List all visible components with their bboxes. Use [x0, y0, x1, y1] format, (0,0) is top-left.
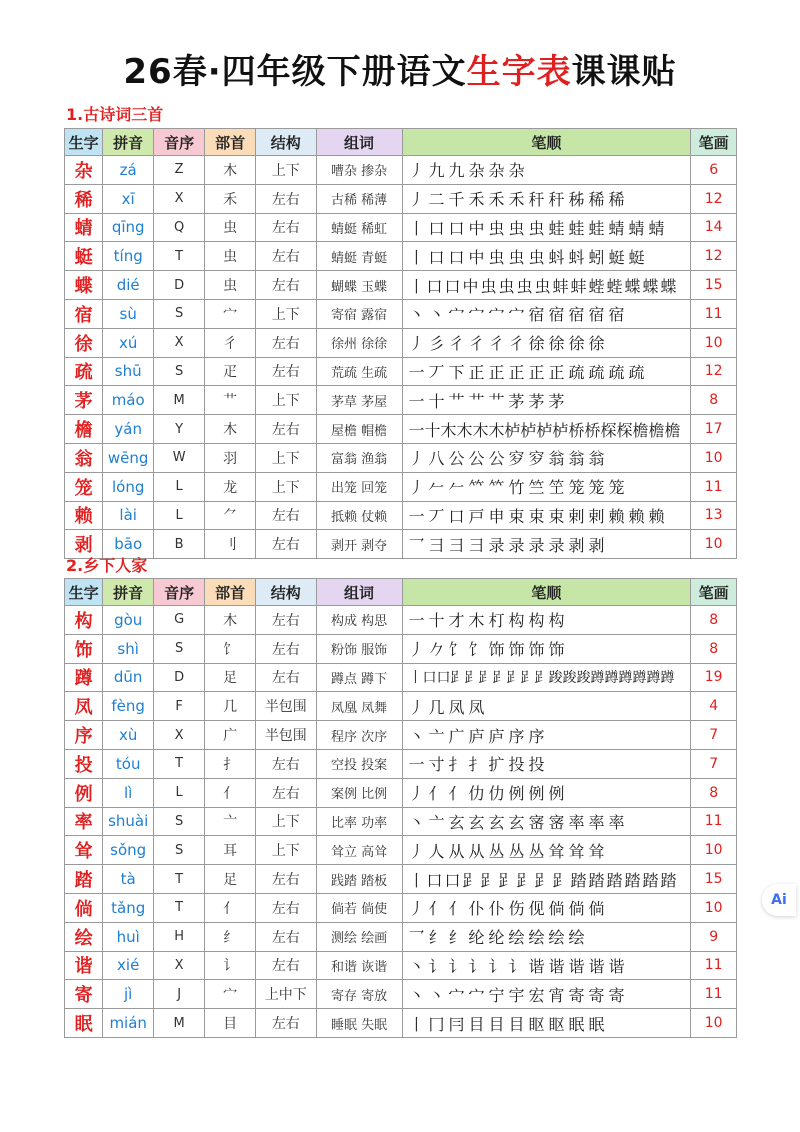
cell-zuci: 和谐 诙谐 — [316, 951, 402, 980]
cell-bishun: 丶亠玄玄玄玄宻宻率率率 — [402, 807, 691, 836]
cell-yinxu: X — [154, 328, 205, 357]
table-header-row — [65, 129, 737, 156]
cell-bishun: 丶亠广庐庐序序 — [402, 721, 691, 750]
cell-char: 投 — [65, 749, 103, 778]
cell-char: 饰 — [65, 634, 103, 663]
cell-bushou: 几 — [205, 692, 256, 721]
cell-bushou: 亻 — [205, 778, 256, 807]
cell-bihua: 12 — [691, 242, 737, 271]
cell-yinxu: X — [154, 721, 205, 750]
cell-yinxu: W — [154, 443, 205, 472]
cell-bihua: 10 — [691, 893, 737, 922]
cell-yinxu: J — [154, 980, 205, 1009]
cell-bushou: 禾 — [205, 184, 256, 213]
cell-pinyin: xù — [103, 721, 154, 750]
section-title-2: 2.乡下人家 — [66, 556, 148, 575]
cell-char: 倘 — [65, 893, 103, 922]
cell-bihua: 10 — [691, 1009, 737, 1038]
cell-bushou: 广 — [205, 721, 256, 750]
character-table-2 — [64, 578, 737, 1038]
cell-jiegou: 半包围 — [256, 721, 317, 750]
cell-char: 绘 — [65, 922, 103, 951]
cell-jiegou: 上下 — [256, 836, 317, 865]
cell-bishun: 丿𠂉𠂉𥫗𥫗竹竺笁笼笼笼 — [402, 472, 691, 501]
cell-yinxu: X — [154, 184, 205, 213]
cell-pinyin: zá — [103, 156, 154, 185]
cell-zuci: 测绘 绘画 — [316, 922, 402, 951]
cell-zuci: 剥开 剥夺 — [316, 530, 402, 559]
table-row — [65, 271, 737, 300]
title-part3: 课课贴 — [571, 52, 677, 92]
cell-jiegou: 左右 — [256, 184, 317, 213]
table-row — [65, 634, 737, 663]
cell-bishun: 丿人从从丛丛丛耸耸耸 — [402, 836, 691, 865]
cell-zuci: 寄存 寄放 — [316, 980, 402, 1009]
cell-jiegou: 左右 — [256, 778, 317, 807]
header-jiegou: 结构 — [256, 129, 317, 156]
table-row — [65, 213, 737, 242]
cell-bihua: 11 — [691, 472, 737, 501]
cell-bishun: 丶丶宀宀宀宀宿宿宿宿宿 — [402, 299, 691, 328]
cell-zuci: 蜻蜓 稀虹 — [316, 213, 402, 242]
title-part2: 生字表 — [466, 52, 572, 92]
cell-jiegou: 左右 — [256, 893, 317, 922]
cell-bushou: 虫 — [205, 271, 256, 300]
cell-bishun: 丨口口𧾷𧾷𧾷𧾷𧾷𧾷踏踏踏踏踏踏 — [402, 865, 691, 894]
cell-zuci: 程序 次序 — [316, 721, 402, 750]
cell-char: 笼 — [65, 472, 103, 501]
cell-bihua: 11 — [691, 299, 737, 328]
ai-assistant-button[interactable]: Ai — [762, 884, 796, 916]
cell-pinyin: dié — [103, 271, 154, 300]
cell-yinxu: G — [154, 606, 205, 635]
cell-bushou: 足 — [205, 865, 256, 894]
cell-pinyin: lóng — [103, 472, 154, 501]
cell-char: 序 — [65, 721, 103, 750]
header-zuci: 组词 — [316, 579, 402, 606]
cell-zuci: 古稀 稀薄 — [316, 184, 402, 213]
cell-bushou: 目 — [205, 1009, 256, 1038]
cell-bihua: 10 — [691, 443, 737, 472]
cell-jiegou: 左右 — [256, 530, 317, 559]
cell-pinyin: huì — [103, 922, 154, 951]
cell-bihua: 6 — [691, 156, 737, 185]
cell-char: 构 — [65, 606, 103, 635]
cell-yinxu: L — [154, 472, 205, 501]
cell-char: 茅 — [65, 386, 103, 415]
cell-pinyin: lì — [103, 778, 154, 807]
table-header-row — [65, 579, 737, 606]
cell-bishun: 丿彡彳彳彳彳徐徐徐徐 — [402, 328, 691, 357]
cell-yinxu: L — [154, 501, 205, 530]
cell-zuci: 空投 投案 — [316, 749, 402, 778]
cell-bushou: 疋 — [205, 357, 256, 386]
table-row — [65, 443, 737, 472]
cell-bishun: 丨口口中虫虫虫虫蚌蚌蜌蜌蝶蝶蝶 — [402, 271, 691, 300]
cell-char: 率 — [65, 807, 103, 836]
cell-yinxu: D — [154, 663, 205, 692]
cell-jiegou: 左右 — [256, 606, 317, 635]
table-row — [65, 357, 737, 386]
cell-bishun: 一十才木朾构构构 — [402, 606, 691, 635]
cell-jiegou: 上下 — [256, 807, 317, 836]
cell-pinyin: sù — [103, 299, 154, 328]
cell-char: 蹲 — [65, 663, 103, 692]
cell-jiegou: 上中下 — [256, 980, 317, 1009]
header-char: 生字 — [65, 579, 103, 606]
cell-bihua: 11 — [691, 951, 737, 980]
cell-zuci: 寄宿 露宿 — [316, 299, 402, 328]
cell-bihua: 13 — [691, 501, 737, 530]
cell-char: 眠 — [65, 1009, 103, 1038]
cell-jiegou: 左右 — [256, 922, 317, 951]
table-row — [65, 865, 737, 894]
cell-bushou: 扌 — [205, 749, 256, 778]
cell-pinyin: mián — [103, 1009, 154, 1038]
cell-bishun: 一十艹艹艹茅茅茅 — [402, 386, 691, 415]
cell-yinxu: H — [154, 922, 205, 951]
cell-bishun: 丶丶宀宀宁宇宏宵寄寄寄 — [402, 980, 691, 1009]
table-row — [65, 299, 737, 328]
cell-bishun: 一丆下正正正正正疏疏疏疏 — [402, 357, 691, 386]
cell-bushou: 足 — [205, 663, 256, 692]
cell-pinyin: gòu — [103, 606, 154, 635]
cell-pinyin: sǒng — [103, 836, 154, 865]
table-row — [65, 922, 737, 951]
cell-char: 踏 — [65, 865, 103, 894]
table-row — [65, 980, 737, 1009]
cell-zuci: 蜻蜓 青蜓 — [316, 242, 402, 271]
cell-zuci: 倘若 倘使 — [316, 893, 402, 922]
cell-bihua: 8 — [691, 634, 737, 663]
cell-bishun: 丨口口中虫虫虫蛙蛙蛙蜻蜻蜻 — [402, 213, 691, 242]
cell-char: 蝶 — [65, 271, 103, 300]
cell-yinxu: Y — [154, 415, 205, 444]
cell-pinyin: dūn — [103, 663, 154, 692]
table-row — [65, 530, 737, 559]
header-zuci: 组词 — [316, 129, 402, 156]
cell-pinyin: xú — [103, 328, 154, 357]
cell-bihua: 7 — [691, 749, 737, 778]
cell-zuci: 睡眠 失眠 — [316, 1009, 402, 1038]
cell-zuci: 粉饰 服饰 — [316, 634, 402, 663]
cell-bihua: 12 — [691, 357, 737, 386]
cell-pinyin: jì — [103, 980, 154, 1009]
cell-bihua: 4 — [691, 692, 737, 721]
cell-bihua: 10 — [691, 836, 737, 865]
cell-pinyin: shuài — [103, 807, 154, 836]
cell-zuci: 抵赖 仗赖 — [316, 501, 402, 530]
cell-yinxu: T — [154, 749, 205, 778]
cell-yinxu: S — [154, 299, 205, 328]
cell-zuci: 嘈杂 掺杂 — [316, 156, 402, 185]
table-row — [65, 501, 737, 530]
table-row — [65, 242, 737, 271]
cell-bihua: 7 — [691, 721, 737, 750]
header-jiegou: 结构 — [256, 579, 317, 606]
cell-bihua: 11 — [691, 980, 737, 1009]
cell-bushou: 耳 — [205, 836, 256, 865]
cell-char: 剥 — [65, 530, 103, 559]
cell-bishun: 乛纟纟纶纶绘绘绘绘 — [402, 922, 691, 951]
cell-bishun: 丿八公公公穸穸翁翁翁 — [402, 443, 691, 472]
cell-zuci: 蝴蝶 玉蝶 — [316, 271, 402, 300]
cell-char: 疏 — [65, 357, 103, 386]
cell-zuci: 践踏 踏板 — [316, 865, 402, 894]
header-char: 生字 — [65, 129, 103, 156]
cell-bishun: 丿𠂊饣饣饰饰饰饰 — [402, 634, 691, 663]
cell-zuci: 茅草 茅屋 — [316, 386, 402, 415]
cell-char: 蜓 — [65, 242, 103, 271]
cell-char: 蜻 — [65, 213, 103, 242]
cell-bishun: 丿几凤凤 — [402, 692, 691, 721]
cell-jiegou: 左右 — [256, 634, 317, 663]
cell-yinxu: Z — [154, 156, 205, 185]
cell-bushou: ⺈ — [205, 501, 256, 530]
cell-bihua: 11 — [691, 807, 737, 836]
cell-bishun: 丨口口𧾷𧾷𧾷𧾷𧾷𧾷𧾷踆踆踆蹲蹲蹲蹲蹲蹲 — [402, 663, 691, 692]
cell-zuci: 比率 功率 — [316, 807, 402, 836]
cell-zuci: 屋檐 帽檐 — [316, 415, 402, 444]
cell-yinxu: B — [154, 530, 205, 559]
cell-char: 寄 — [65, 980, 103, 1009]
character-table-1 — [64, 128, 737, 559]
table-row — [65, 951, 737, 980]
table-row — [65, 893, 737, 922]
header-bushou: 部首 — [205, 129, 256, 156]
cell-jiegou: 上下 — [256, 299, 317, 328]
cell-pinyin: xī — [103, 184, 154, 213]
page-title — [0, 44, 800, 93]
cell-char: 赖 — [65, 501, 103, 530]
cell-char: 宿 — [65, 299, 103, 328]
cell-char: 翁 — [65, 443, 103, 472]
cell-bihua: 8 — [691, 778, 737, 807]
cell-jiegou: 上下 — [256, 386, 317, 415]
cell-yinxu: T — [154, 242, 205, 271]
cell-jiegou: 半包围 — [256, 692, 317, 721]
cell-zuci: 出笼 回笼 — [316, 472, 402, 501]
cell-char: 杂 — [65, 156, 103, 185]
cell-jiegou: 上下 — [256, 443, 317, 472]
cell-bihua: 15 — [691, 271, 737, 300]
cell-bushou: 彳 — [205, 328, 256, 357]
cell-jiegou: 上下 — [256, 472, 317, 501]
cell-bishun: 丨口口中虫虫虫蚪蚪蚓蜓蜓 — [402, 242, 691, 271]
table-row — [65, 749, 737, 778]
cell-jiegou: 左右 — [256, 951, 317, 980]
cell-bushou: 木 — [205, 606, 256, 635]
cell-pinyin: fèng — [103, 692, 154, 721]
cell-zuci: 耸立 高耸 — [316, 836, 402, 865]
cell-zuci: 徐州 徐徐 — [316, 328, 402, 357]
cell-pinyin: tǎng — [103, 893, 154, 922]
cell-jiegou: 左右 — [256, 1009, 317, 1038]
cell-bushou: 讠 — [205, 951, 256, 980]
cell-bushou: 羽 — [205, 443, 256, 472]
cell-pinyin: xié — [103, 951, 154, 980]
header-bishun: 笔顺 — [402, 129, 691, 156]
cell-bishun: 丿九九杂杂杂 — [402, 156, 691, 185]
table-row — [65, 606, 737, 635]
cell-bishun: 丨冂冃目目目眍眍眠眠 — [402, 1009, 691, 1038]
cell-bihua: 8 — [691, 386, 737, 415]
cell-yinxu: S — [154, 836, 205, 865]
header-bihua: 笔画 — [691, 579, 737, 606]
cell-bishun: 丿亻亻仂仂例例例 — [402, 778, 691, 807]
cell-bihua: 19 — [691, 663, 737, 692]
table-row — [65, 328, 737, 357]
cell-bushou: 虫 — [205, 242, 256, 271]
table-row — [65, 184, 737, 213]
cell-bushou: 艹 — [205, 386, 256, 415]
header-yinxu: 音序 — [154, 129, 205, 156]
cell-bihua: 17 — [691, 415, 737, 444]
cell-char: 谐 — [65, 951, 103, 980]
table-row — [65, 663, 737, 692]
cell-pinyin: yán — [103, 415, 154, 444]
cell-bishun: 丿二千禾禾禾秆秆秭稀稀 — [402, 184, 691, 213]
cell-jiegou: 左右 — [256, 357, 317, 386]
cell-yinxu: T — [154, 893, 205, 922]
cell-yinxu: M — [154, 386, 205, 415]
table-row — [65, 386, 737, 415]
table-row — [65, 807, 737, 836]
cell-pinyin: shū — [103, 357, 154, 386]
cell-bushou: 宀 — [205, 980, 256, 1009]
table-row — [65, 721, 737, 750]
cell-jiegou: 左右 — [256, 242, 317, 271]
cell-jiegou: 左右 — [256, 749, 317, 778]
cell-jiegou: 左右 — [256, 271, 317, 300]
cell-bihua: 12 — [691, 184, 737, 213]
title-part1: 26春·四年级下册语文 — [123, 52, 467, 92]
cell-yinxu: S — [154, 634, 205, 663]
header-pinyin: 拼音 — [103, 129, 154, 156]
table-row — [65, 1009, 737, 1038]
cell-pinyin: máo — [103, 386, 154, 415]
cell-bushou: 饣 — [205, 634, 256, 663]
cell-bihua: 10 — [691, 328, 737, 357]
cell-yinxu: S — [154, 807, 205, 836]
cell-char: 徐 — [65, 328, 103, 357]
cell-bishun: 一十木木木木栌栌栌栌桥桥棎棎檐檐檐 — [402, 415, 691, 444]
cell-jiegou: 上下 — [256, 156, 317, 185]
header-bishun: 笔顺 — [402, 579, 691, 606]
cell-jiegou: 左右 — [256, 415, 317, 444]
cell-zuci: 凤凰 凤舞 — [316, 692, 402, 721]
cell-bishun: 丿亻亻仆仆伤伣倘倘倘 — [402, 893, 691, 922]
cell-char: 例 — [65, 778, 103, 807]
cell-yinxu: S — [154, 357, 205, 386]
cell-char: 凤 — [65, 692, 103, 721]
cell-zuci: 富翁 渔翁 — [316, 443, 402, 472]
cell-jiegou: 左右 — [256, 663, 317, 692]
table-row — [65, 778, 737, 807]
cell-jiegou: 左右 — [256, 213, 317, 242]
cell-jiegou: 左右 — [256, 501, 317, 530]
cell-bushou: 刂 — [205, 530, 256, 559]
table-row — [65, 156, 737, 185]
cell-pinyin: tà — [103, 865, 154, 894]
cell-jiegou: 左右 — [256, 865, 317, 894]
section-title-1: 1.古诗词三首 — [66, 105, 164, 124]
cell-bihua: 14 — [691, 213, 737, 242]
cell-bushou: 宀 — [205, 299, 256, 328]
cell-bushou: 亻 — [205, 893, 256, 922]
cell-bihua: 8 — [691, 606, 737, 635]
cell-pinyin: tíng — [103, 242, 154, 271]
cell-yinxu: F — [154, 692, 205, 721]
cell-bishun: 一寸扌扌扩投投 — [402, 749, 691, 778]
cell-pinyin: lài — [103, 501, 154, 530]
cell-jiegou: 左右 — [256, 328, 317, 357]
cell-zuci: 荒疏 生疏 — [316, 357, 402, 386]
cell-char: 耸 — [65, 836, 103, 865]
cell-bihua: 10 — [691, 530, 737, 559]
cell-char: 稀 — [65, 184, 103, 213]
header-yinxu: 音序 — [154, 579, 205, 606]
cell-yinxu: T — [154, 865, 205, 894]
cell-yinxu: L — [154, 778, 205, 807]
cell-char: 檐 — [65, 415, 103, 444]
cell-bushou: 木 — [205, 415, 256, 444]
cell-bushou: 木 — [205, 156, 256, 185]
header-bihua: 笔画 — [691, 129, 737, 156]
cell-zuci: 构成 构思 — [316, 606, 402, 635]
cell-bushou: 龙 — [205, 472, 256, 501]
cell-yinxu: D — [154, 271, 205, 300]
cell-bushou: 纟 — [205, 922, 256, 951]
cell-bushou: 亠 — [205, 807, 256, 836]
cell-bishun: 丶讠讠讠讠讠谐谐谐谐谐 — [402, 951, 691, 980]
cell-bihua: 9 — [691, 922, 737, 951]
cell-zuci: 蹲点 蹲下 — [316, 663, 402, 692]
cell-pinyin: wēng — [103, 443, 154, 472]
table-row — [65, 836, 737, 865]
header-bushou: 部首 — [205, 579, 256, 606]
cell-zuci: 案例 比例 — [316, 778, 402, 807]
cell-bishun: 一丆口戸申束束束剌剌赖赖赖 — [402, 501, 691, 530]
cell-yinxu: X — [154, 951, 205, 980]
cell-yinxu: Q — [154, 213, 205, 242]
cell-bihua: 15 — [691, 865, 737, 894]
table-row — [65, 692, 737, 721]
cell-pinyin: shì — [103, 634, 154, 663]
table-row — [65, 415, 737, 444]
cell-bishun: 乛彐彐彐录录录录剥剥 — [402, 530, 691, 559]
table-row — [65, 472, 737, 501]
cell-pinyin: qīng — [103, 213, 154, 242]
cell-yinxu: M — [154, 1009, 205, 1038]
header-pinyin: 拼音 — [103, 579, 154, 606]
cell-pinyin: tóu — [103, 749, 154, 778]
cell-pinyin: bāo — [103, 530, 154, 559]
cell-bushou: 虫 — [205, 213, 256, 242]
